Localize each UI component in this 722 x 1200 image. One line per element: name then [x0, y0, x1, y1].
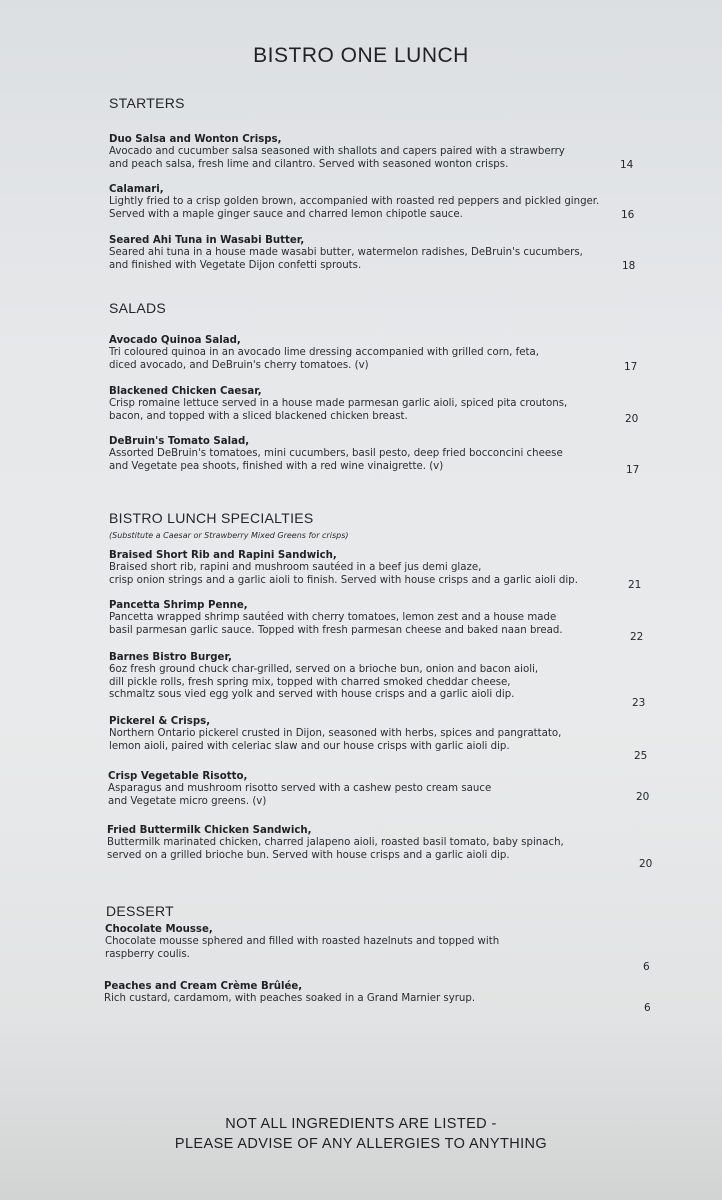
item-price: 22 — [630, 631, 644, 643]
menu-item — [109, 550, 589, 587]
item-name: Seared Ahi Tuna in Wasabi Butter, — [109, 235, 305, 246]
item-price: 17 — [626, 464, 640, 476]
item-description: Assorted DeBruin's tomatoes, mini cucumbers, basil pesto, deep fried bocconcini cheese and Vegetate pea shoots, finished with a red wine vinaigrette. (v) — [109, 448, 563, 472]
item-name: Calamari, — [109, 184, 164, 195]
item-price: 23 — [632, 697, 646, 709]
menu-item — [109, 716, 589, 753]
menu-item — [104, 981, 584, 1006]
item-name: Fried Buttermilk Chicken Sandwich, — [107, 825, 312, 836]
item-name: Pancetta Shrimp Penne, — [109, 600, 248, 611]
menu-item — [109, 652, 589, 702]
item-description: Rich custard, cardamom, with peaches soaked in a Grand Marnier syrup. — [104, 993, 476, 1005]
menu-title: BISTRO ONE LUNCH — [253, 44, 469, 67]
item-name: Peaches and Cream Crème Brûlée, — [104, 981, 303, 992]
section-heading-dessert: DESSERT — [106, 903, 174, 919]
section-heading-specialties: BISTRO LUNCH SPECIALTIES — [109, 510, 314, 526]
item-description: Pancetta wrapped shrimp sautéed with cherry tomatoes, lemon zest and a house made basil parmesan garlic sauce. Topped with fresh parmesan cheese and baked naan bread. — [109, 612, 563, 636]
item-description: Crisp romaine lettuce served in a house made parmesan garlic aioli, spiced pita croutons, bacon, and topped with a sliced blackened chicken breast. — [109, 398, 568, 422]
item-description: Lightly fried to a crisp golden brown, accompanied with roasted red peppers and pickled ginger. Served with a maple ginger sauce and charred lemon chipotle sauce. — [109, 196, 600, 220]
menu-item — [109, 134, 589, 171]
item-name: Blackened Chicken Caesar, — [109, 386, 262, 397]
item-description: Braised short rib, rapini and mushroom sautéed in a beef jus demi glaze, crisp onion strings and a garlic aioli to finish. Served with house crisps and a garlic aioli dip. — [109, 562, 578, 586]
section-heading-salads: SALADS — [109, 300, 167, 316]
menu-item — [109, 184, 600, 221]
allergy-notice-line: PLEASE ADVISE OF ANY ALLERGIES TO ANYTHING — [174, 1136, 548, 1152]
item-price: 20 — [625, 413, 639, 425]
item-description: Avocado and cucumber salsa seasoned with shallots and capers paired with a strawberry and peach salsa, fresh lime and cilantro. Served with seasoned wonton crisps. — [109, 146, 565, 170]
menu-item — [109, 600, 589, 637]
item-name: Chocolate Mousse, — [105, 924, 213, 935]
item-price: 6 — [643, 961, 650, 973]
allergy-notice-line: NOT ALL INGREDIENTS ARE LISTED - — [225, 1116, 497, 1132]
item-price: 21 — [628, 579, 642, 591]
item-description: Tri coloured quinoa in an avocado lime dressing accompanied with grilled corn, feta, diced avocado, and DeBruin's cherry tomatoes. (v) — [109, 347, 539, 371]
allergy-notice — [0, 1114, 722, 1154]
substitution-note: (Substitute a Caesar or Strawberry Mixed Greens for crisps) — [109, 531, 349, 540]
item-price: 6 — [644, 1002, 651, 1014]
menu-item — [109, 436, 589, 473]
item-price: 16 — [621, 209, 635, 221]
item-description: Asparagus and mushroom risotto served with a cashew pesto cream sauce and Vegetate micro greens. (v) — [108, 783, 492, 807]
item-name: Avocado Quinoa Salad, — [109, 335, 241, 346]
menu-item — [109, 235, 589, 272]
item-description: Buttermilk marinated chicken, charred jalapeno aioli, roasted basil tomato, baby spinach, served on a grilled brioche bun. Served with house crisps and a garlic aioli dip. — [107, 837, 564, 861]
item-price: 18 — [622, 260, 636, 272]
menu-item — [109, 386, 589, 423]
item-description: Northern Ontario pickerel crusted in Dijon, seasoned with herbs, spices and pangrattato, lemon aioli, paired with celeriac slaw and our house crisps with garlic aioli dip. — [109, 728, 562, 752]
menu-item — [105, 924, 585, 961]
item-price: 14 — [620, 159, 634, 171]
item-price: 20 — [636, 791, 650, 803]
item-price: 20 — [639, 858, 653, 870]
item-description: 6oz fresh ground chuck char-grilled, served on a brioche bun, onion and bacon aioli, dill pickle rolls, fresh spring mix, topped with charred smoked cheddar cheese, schmaltz sous vied egg yolk and served with house crisps and a garlic aioli dip. — [109, 664, 539, 701]
menu-item — [109, 335, 589, 372]
item-name: Barnes Bistro Burger, — [109, 652, 232, 663]
menu-item — [107, 825, 587, 862]
item-name: Duo Salsa and Wonton Crisps, — [109, 134, 282, 145]
item-name: Pickerel & Crisps, — [109, 716, 211, 727]
item-price: 25 — [634, 750, 648, 762]
item-description: Seared ahi tuna in a house made wasabi butter, watermelon radishes, DeBruin's cucumbers, and finished with Vegetate Dijon confetti sprouts. — [109, 247, 583, 271]
item-name: Braised Short Rib and Rapini Sandwich, — [109, 550, 337, 561]
item-price: 17 — [624, 361, 638, 373]
menu-item — [108, 771, 588, 808]
item-name: Crisp Vegetable Risotto, — [108, 771, 248, 782]
item-name: DeBruin's Tomato Salad, — [109, 436, 250, 447]
item-description: Chocolate mousse sphered and filled with roasted hazelnuts and topped with raspberry coulis. — [105, 936, 500, 960]
section-heading-starters: STARTERS — [109, 95, 185, 111]
